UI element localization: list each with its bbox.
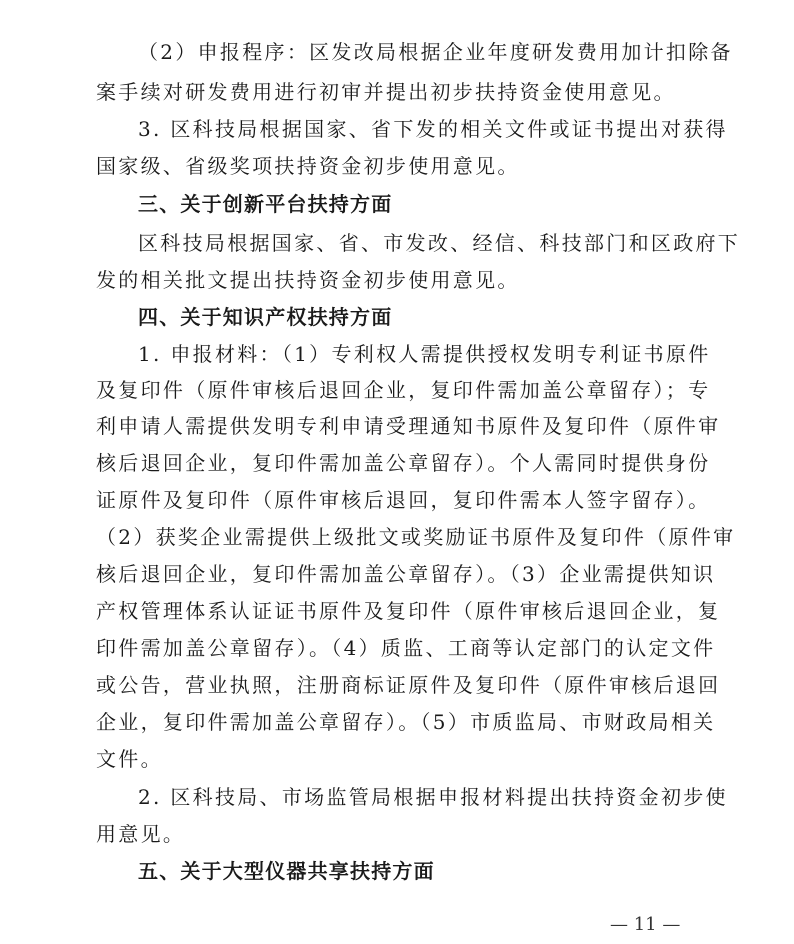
section-heading-3: 三、关于创新平台扶持方面 bbox=[138, 192, 393, 216]
text-line-6: 区科技局根据国家、省、市发改、经信、科技部门和区政府下 bbox=[138, 231, 741, 255]
section-heading-5: 五、关于大型仪器共享扶持方面 bbox=[138, 859, 435, 883]
text-line-7: 发的相关批文提出扶持资金初步使用意见。 bbox=[96, 268, 520, 292]
text-line-13: 证原件及复印件（原件审核后退回，复印件需本人签字留存）。 bbox=[96, 488, 711, 512]
text-line-1: （2）申报程序：区发改局根据企业年度研发费用加计扣除备 bbox=[138, 40, 733, 64]
text-line-11: 利申请人需提供发明专利申请受理通知书原件及复印件（原件审 bbox=[96, 414, 721, 438]
text-line-15: 核后退回企业，复印件需加盖公章留存）。（3）企业需提供知识 bbox=[96, 562, 716, 586]
text-line-9: 1. 申报材料：（1）专利权人需提供授权发明专利证书原件 bbox=[138, 342, 711, 366]
text-line-17: 印件需加盖公章留存）。（4）质监、工商等认定部门的认定文件 bbox=[96, 636, 716, 660]
text-line-14: （2）获奖企业需提供上级批文或奖励证书原件及复印件（原件审 bbox=[96, 525, 736, 549]
text-line-4: 国家级、省级奖项扶持资金初步使用意见。 bbox=[96, 154, 520, 178]
text-line-19: 企业，复印件需加盖公章留存）。（5）市质监局、市财政局相关 bbox=[96, 710, 716, 734]
text-line-3: 3. 区科技局根据国家、省下发的相关文件或证书提出对获得 bbox=[138, 117, 728, 141]
page-number: — 11 — bbox=[610, 914, 681, 935]
text-line-21: 2. 区科技局、市场监管局根据申报材料提出扶持资金初步使 bbox=[138, 785, 728, 809]
text-line-20: 文件。 bbox=[96, 747, 163, 771]
text-line-10: 及复印件（原件审核后退回企业，复印件需加盖公章留存）；专 bbox=[96, 378, 711, 402]
text-line-16: 产权管理体系认证证书原件及复印件（原件审核后退回企业，复 bbox=[96, 599, 721, 623]
text-line-12: 核后退回企业，复印件需加盖公章留存）。个人需同时提供身份 bbox=[96, 451, 711, 475]
section-heading-4: 四、关于知识产权扶持方面 bbox=[138, 305, 393, 329]
text-line-2: 案手续对研发费用进行初审并提出初步扶持资金使用意见。 bbox=[96, 80, 676, 104]
text-line-18: 或公告，营业执照，注册商标证原件及复印件（原件审核后退回 bbox=[96, 673, 721, 697]
text-line-22: 用意见。 bbox=[96, 822, 186, 846]
